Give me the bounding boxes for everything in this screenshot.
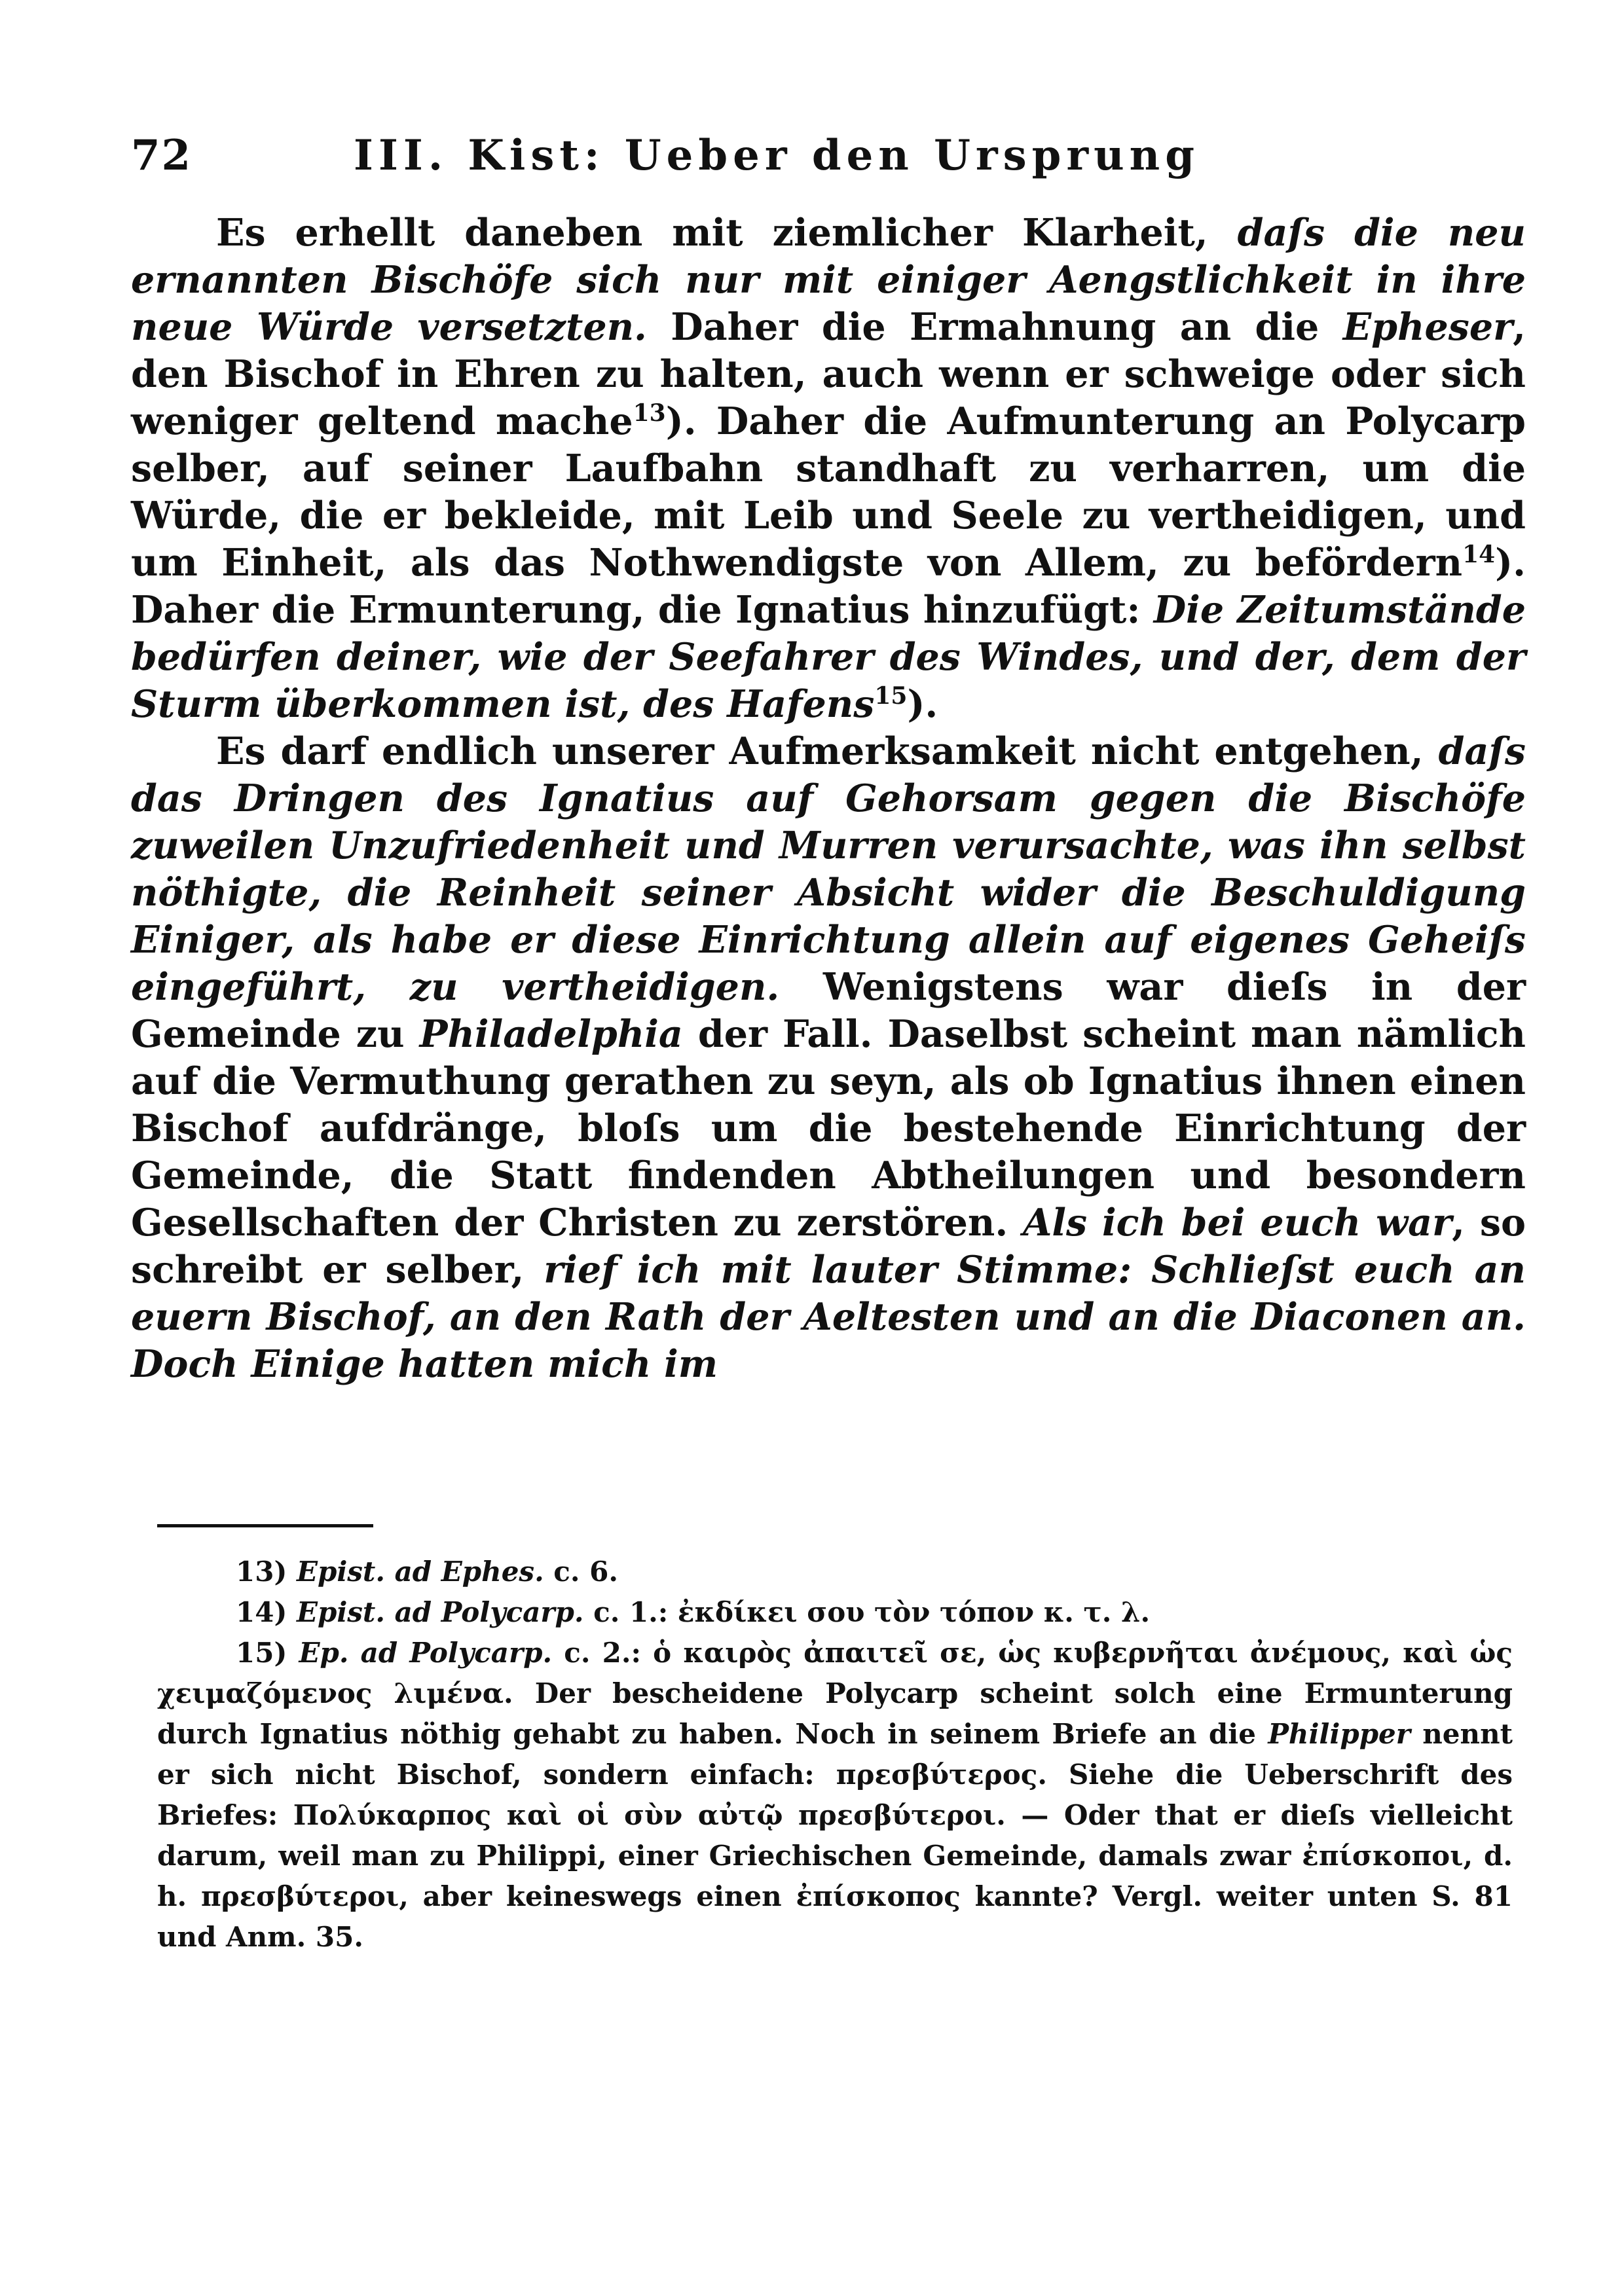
italic-text: rief ich mit lauter Stimme: Schlieſst euch an euern Bischof, an den Rath der Aeltesten und an die Diaconen an. Doch Einige hatten mich im [131,1248,1526,1386]
text-run: 13) [236,1556,297,1588]
running-head: III. Kist: Ueber den Ursprung [354,131,1200,180]
text-run: ). Daher die Ermunterung, die Ignatius hinzufügt: [131,541,1526,632]
footnote-ref: 15 [874,682,908,710]
text-run: , so schreibt er selber, [131,1201,1526,1292]
text-run: c. 2.: ὁ καιρὸς ἀπαιτεῖ σε, ὡς κυβερνῆται ἀνέμους, καὶ ὡς χειμαζόμενος λιμένα. Der bescheidene Polycarp scheint solch eine Ermunterung durch Ignatius nöthig gehabt zu haben. Noch in seinem Briefe an die [157,1637,1513,1750]
footnote-rule [157,1524,373,1527]
body-text [131,210,1526,1388]
italic-text: Epist. ad Ephes. [296,1556,544,1588]
text-run: Es darf endlich unserer Aufmerksamkeit nicht entgehen, [216,729,1439,773]
text-run: nennt er sich nicht Bischof, sondern einfach: πρεσβύτερος. Siehe die Ueberschrift des Briefes: Πολύκαρπος καὶ οἱ σὺν αὐτῷ πρεσβύτεροι. — Oder that er dieſs vielleicht darum, weil man zu Philippi, einer Griechischen Gemeinde, damals zwar ἐπίσκοποι, d. h. πρεσβύτεροι, aber keineswegs einen ἐπίσκοπος kannte? Vergl. weiter unten S. 81 und Anm. 35. [157,1718,1513,1953]
text-run: 15) [236,1637,299,1669]
footnote-13 [157,1552,1513,1592]
text-run: c. 1.: ἐκδίκει σου τὸν τόπον κ. τ. λ. [583,1596,1151,1628]
footnote-14 [157,1592,1513,1633]
italic-text: daſs die neu ernannten Bischöfe sich nur mit einiger Aengstlichkeit in ihre neue Würde versetzten. [131,211,1526,349]
italic-text: Ep. ad Polycarp. [299,1637,553,1669]
footnote-15 [157,1633,1513,1958]
footnote-ref: 13 [633,399,666,427]
footnote-ref: 14 [1462,541,1496,568]
text-run: Daher die Ermahnung an die [646,305,1343,349]
text-run: c. 6. [544,1556,618,1588]
paragraph-2 [131,728,1526,1388]
text-run: der Fall. Daselbst scheint man nämlich auf die Vermuthung gerathen zu seyn, als ob Ignatius ihnen einen Bischof aufdränge, bloſs um die bestehende Einrichtung der Gemeinde, die Statt findenden Abtheilungen und besondern Gesellschaften der Christen zu zerstören. [131,1012,1526,1245]
text-run: Wenigstens war dieſs in der Gemeinde zu [131,965,1526,1056]
italic-text: daſs das Dringen des Ignatius auf Gehorsam gegen die Bischöfe zuweilen Unzufriedenheit und Murren verursachte, was ihn selbst nöthigte, die Reinheit seiner Absicht wider die Beschuldigung Einiger, als habe er diese Einrichtung allein auf eigenes Geheiſs eingeführt, zu vertheidigen. [131,729,1526,1009]
italic-text: Die Zeitumstände bedürfen deiner, wie der Seefahrer des Windes, und der, dem der Sturm überkommen ist, des Hafens [131,588,1526,726]
text-run: 14) [236,1596,297,1628]
page-header [131,131,1493,180]
text-run: , den Bischof in Ehren zu halten, auch wenn er schweige oder sich weniger geltend mache [131,305,1526,443]
italic-text: Epheser [1342,305,1513,349]
italic-text: Als ich bei euch war [1023,1201,1452,1245]
page-number: 72 [131,131,193,180]
italic-text: Philipper [1268,1718,1411,1750]
italic-text: Epist. ad Polycarp. [296,1596,584,1628]
paragraph-1 [131,210,1526,728]
text-run: ). [907,682,938,726]
text-run: Es erhellt daneben mit ziemlicher Klarheit, [216,211,1238,255]
italic-text: Philadelphia [419,1012,683,1056]
text-run: ). Daher die Aufmunterung an Polycarp selber, auf seiner Laufbahn standhaft zu verharren, um die Würde, die er bekleide, mit Leib und Seele zu vertheidigen, und um Einheit, als das Nothwendigste von Allem, zu befördern [131,399,1526,585]
footnotes [157,1552,1513,1958]
